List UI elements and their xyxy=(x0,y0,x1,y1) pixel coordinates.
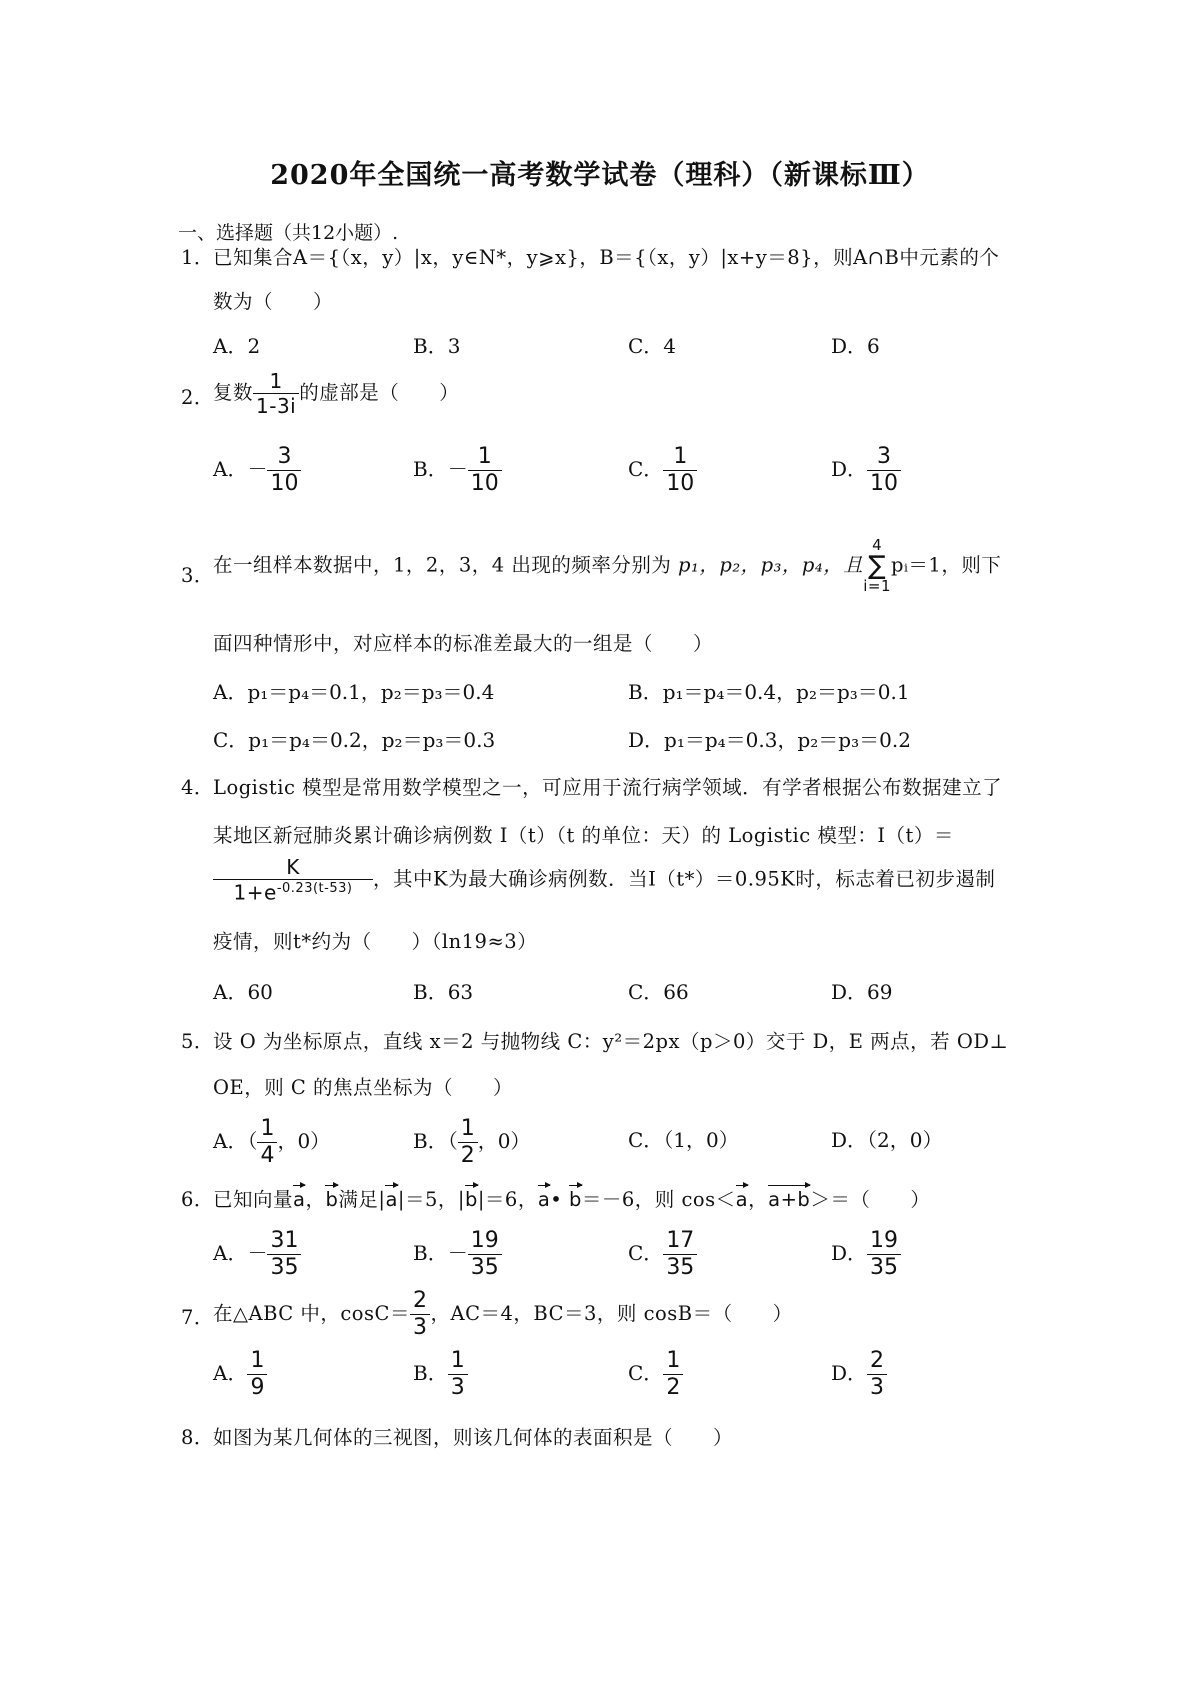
page-title: 2020年全国统一高考数学试卷（理科）（新课标Ⅲ） xyxy=(270,160,930,191)
option-c: C． $\frac{1}{2}$ xyxy=(628,1350,683,1399)
text-fragment: 复数 xyxy=(213,381,254,404)
option-b: B．3 xyxy=(413,334,461,358)
question-number: 7． xyxy=(181,1306,214,1329)
option-c: C．4 xyxy=(628,334,677,358)
fraction: $\frac{31}{35}$ xyxy=(267,1230,301,1279)
question-text: OE，则 C 的焦点坐标为（ ） xyxy=(213,1076,514,1099)
question-number: 3． xyxy=(181,564,214,587)
vector-a: a xyxy=(538,1182,550,1210)
numerator: 1 xyxy=(253,371,299,394)
fraction: $\frac{19}{35}$ xyxy=(867,1230,901,1279)
text-fragment: 的虚部是（ ） xyxy=(299,381,460,404)
question-text: 已知向量a，b满足|a|＝5，|b|＝6，a• b＝－6，则 cos＜a，a+b＞＝（ ） xyxy=(213,1182,930,1210)
vector-a: a xyxy=(293,1182,305,1210)
option-d: D．（2，0） xyxy=(831,1128,943,1152)
option-a: A． $\frac{1}{9}$ xyxy=(213,1350,267,1399)
option-c: C．66 xyxy=(628,980,689,1004)
question-text: 设 O 为坐标原点，直线 x＝2 与抛物线 C：y²＝2px（p＞0）交于 D，E 两点，若 OD⊥ xyxy=(213,1030,1009,1053)
fraction: $\frac{2}{3}$ xyxy=(410,1290,431,1339)
option-c: C．（1，0） xyxy=(628,1128,739,1152)
option-b: B．63 xyxy=(413,980,474,1004)
question-text: 数为（ ） xyxy=(213,290,334,313)
question-number: 4． xyxy=(181,776,214,799)
fraction: $\frac{1}{9}$ xyxy=(247,1350,267,1399)
option-b: B．p₁＝p₄＝0.4，p₂＝p₃＝0.1 xyxy=(628,680,910,704)
fraction xyxy=(253,371,299,416)
option-d: D．6 xyxy=(831,334,880,358)
question-number: 2． xyxy=(181,386,214,409)
logistic-fraction: $\frac{K}{1+e^{-0.23(t-53)}}$ xyxy=(213,857,373,903)
option-a: A．－ $\frac{31}{35}$ xyxy=(213,1230,301,1279)
fraction: $\frac{1}{4}$ xyxy=(257,1118,277,1167)
fraction: $\frac{2}{3}$ xyxy=(867,1350,887,1399)
option-a: A．60 xyxy=(213,980,273,1004)
question-text: 在△ABC 中，cosC＝ $\frac{2}{3}$ ，AC＝4，BC＝3，则 cosB＝（ ） xyxy=(213,1288,793,1340)
denominator: 1-3i xyxy=(256,394,297,418)
question-text: 已知集合A＝{（x，y）|x，y∈N*，y⩾x}，B＝{（x，y）|x+y＝8}，则A∩B中元素的个 xyxy=(213,246,1000,269)
option-d: D． $\frac{19}{35}$ xyxy=(831,1230,901,1279)
option-b: B．（ $\frac{1}{2}$ ，0） xyxy=(413,1116,531,1168)
option-c: C． $\frac{17}{35}$ xyxy=(628,1230,697,1279)
question-number: 1． xyxy=(181,246,214,269)
vector-a: a xyxy=(385,1182,397,1210)
option-a: A．－ $\frac{3}{10}$ xyxy=(213,446,301,495)
option-d: D． $\frac{3}{10}$ xyxy=(831,446,901,495)
fraction: $\frac{3}{10}$ xyxy=(867,446,901,495)
vector-a: a xyxy=(736,1182,748,1210)
option-a: A．（ $\frac{1}{4}$ ，0） xyxy=(213,1116,331,1168)
fraction: $\frac{3}{10}$ xyxy=(267,446,301,495)
option-a: A．2 xyxy=(213,334,261,358)
option-c: C． $\frac{1}{10}$ xyxy=(628,446,697,495)
question-text: 在一组样本数据中，1，2，3，4 出现的频率分别为 p₁，p₂，p₃，p₄，且 4 ∑ i=1 pᵢ＝1，则下 xyxy=(213,536,1002,595)
vector-b: b xyxy=(325,1182,338,1210)
option-d: D．p₁＝p₄＝0.3，p₂＝p₃＝0.2 xyxy=(628,728,911,752)
option-b: B． $\frac{1}{3}$ xyxy=(413,1350,468,1399)
question-text: $\frac{K}{1+e^{-0.23(t-53)}}$ ，其中K为最大确诊病例数．当I（t*）＝0.95K时，标志着已初步遏制 xyxy=(213,857,995,903)
question-text: Logistic 模型是常用数学模型之一，可应用于流行病学领域．有学者根据公布数据建立了 xyxy=(213,776,1003,799)
vector-a-plus-b: a+b xyxy=(768,1182,810,1210)
question-text: 疫情，则t*约为（ ）（ln19≈3） xyxy=(213,930,538,953)
option-d: D． $\frac{2}{3}$ xyxy=(831,1350,887,1399)
section-heading: 一、选择题（共12小题）. xyxy=(178,222,399,244)
fraction: $\frac{17}{35}$ xyxy=(663,1230,697,1279)
fraction: $\frac{1}{2}$ xyxy=(458,1118,478,1167)
vector-b: b xyxy=(465,1182,478,1210)
fraction: $\frac{1}{3}$ xyxy=(448,1350,468,1399)
option-b: B．－ $\frac{19}{35}$ xyxy=(413,1230,502,1279)
question-text: 某地区新冠肺炎累计确诊病例数 I（t）（t 的单位：天）的 Logistic 模型：I（t）＝ xyxy=(213,824,954,847)
question-number: 8． xyxy=(181,1426,214,1449)
fraction: $\frac{19}{35}$ xyxy=(468,1230,502,1279)
option-b: B．－ $\frac{1}{10}$ xyxy=(413,446,502,495)
option-c: C．p₁＝p₄＝0.2，p₂＝p₃＝0.3 xyxy=(213,728,496,752)
fraction: $\frac{1}{2}$ xyxy=(663,1350,683,1399)
question-text: 面四种情形中，对应样本的标准差最大的一组是（ ） xyxy=(213,632,714,655)
question-text xyxy=(213,371,459,416)
option-d: D．69 xyxy=(831,980,893,1004)
vector-b: b xyxy=(569,1182,582,1210)
option-a: A．p₁＝p₄＝0.1，p₂＝p₃＝0.4 xyxy=(213,680,495,704)
summation: 4 ∑ i=1 xyxy=(863,536,892,595)
fraction: $\frac{1}{10}$ xyxy=(468,446,502,495)
question-number: 6． xyxy=(181,1188,214,1211)
question-number: 5． xyxy=(181,1030,214,1053)
fraction: $\frac{1}{10}$ xyxy=(663,446,697,495)
question-text: 如图为某几何体的三视图，则该几何体的表面积是（ ） xyxy=(213,1426,734,1449)
